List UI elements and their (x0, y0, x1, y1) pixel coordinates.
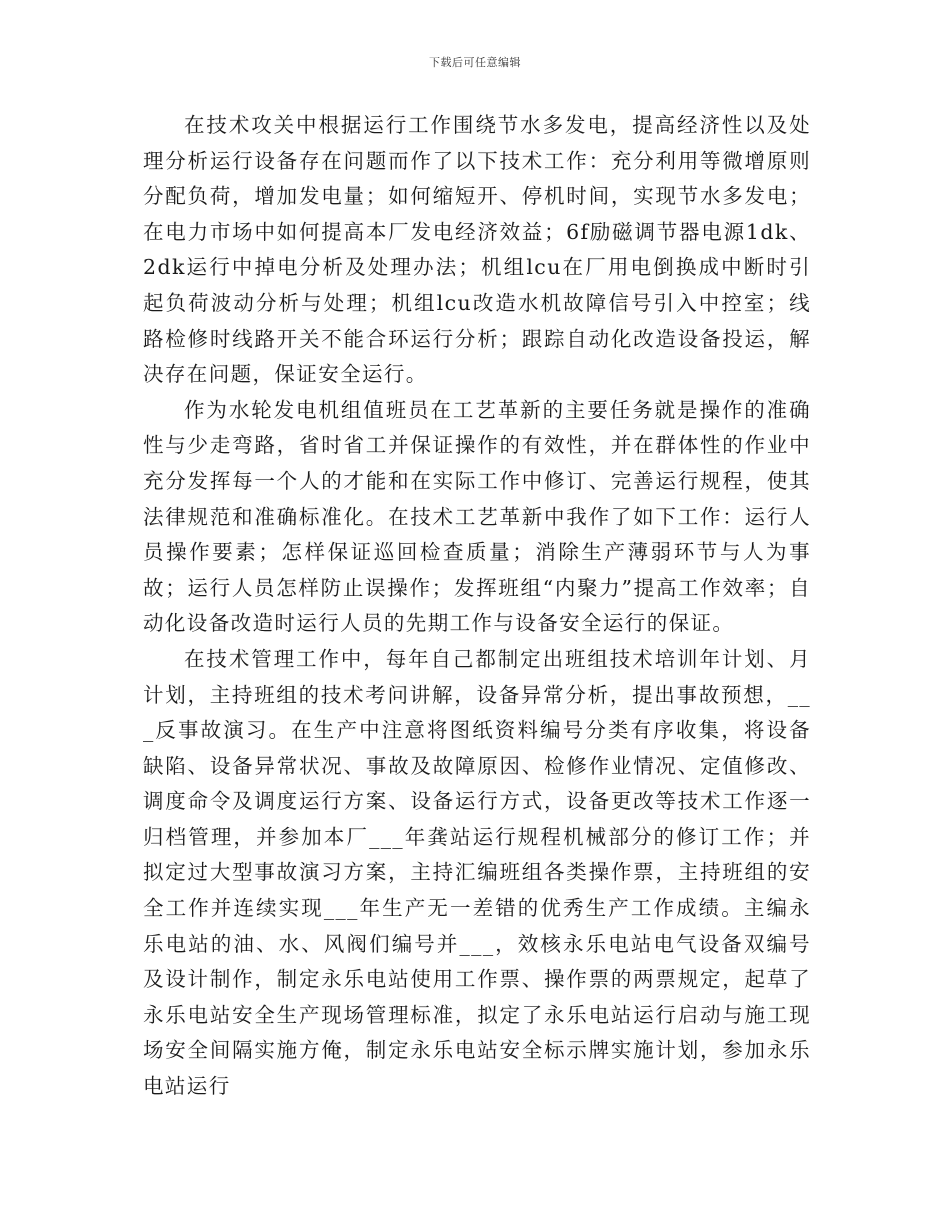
paragraph-technical-management: 在技术管理工作中，每年自己都制定出班组技术培训年计划、月计划，主持班组的技术考问讲解，设备异常分析，提出事故预想，___反事故演习。在生产中注意将图纸资料编号分类有序收集，将设备缺陷、设备异常状况、事故及故障原因、检修作业情况、定值修改、调度命令及调度运行方案、设备运行方式，设备更改等技术工作逐一归档管理，并参加本厂___年龚站运行规程机械部分的修订工作；并拟定过大型事故演习方案，主持汇编班组各类操作票，主持班组的安全工作并连续实现___年生产无一差错的优秀生产工作成绩。主编永乐电站的油、水、风阀们编号并___，效核永乐电站电气设备双编号及设计制作，制定永乐电站使用工作票、操作票的两票规定，起草了永乐电站安全生产现场管理标准，拟定了永乐电站运行启动与施工现场安全间隔实施方俺，制定永乐电站安全标示牌实施计划，参加永乐电站运行 (143, 646, 811, 1099)
document-body (143, 108, 811, 1105)
page-header: 下载后可任意编辑 (429, 56, 521, 69)
paragraph-technical-research: 在技术攻关中根据运行工作围绕节水多发电，提高经济性以及处理分析运行设备存在问题而作了以下技术工作：充分利用等微增原则分配负荷，增加发电量；如何缩短开、停机时间，实现节水多发电；在电力市场中如何提高本厂发电经济效益；6f励磁调节器电源1dk、2dk运行中掉电分析及处理办法；机组lcu在厂用电倒换成中断时引起负荷波动分析与处理；机组lcu改造水机故障信号引入中控室；线路检修时线路开关不能合环运行分析；跟踪自动化改造设备投运，解决存在问题，保证安全运行。 (143, 113, 811, 387)
paragraph-process-innovation: 作为水轮发电机组值班员在工艺革新的主要任务就是操作的准确性与少走弯路，省时省工并保证操作的有效性，并在群体性的作业中充分发挥每一个人的才能和在实际工作中修订、完善运行规程，使其法律规范和准确标准化。在技术工艺革新中我作了如下工作：运行人员操作要素；怎样保证巡回检查质量；消除生产薄弱环节与人为事故；运行人员怎样防止误操作；发挥班组“内聚力”提高工作效率；自动化设备改造时运行人员的先期工作与设备安全运行的保证。 (143, 397, 811, 636)
